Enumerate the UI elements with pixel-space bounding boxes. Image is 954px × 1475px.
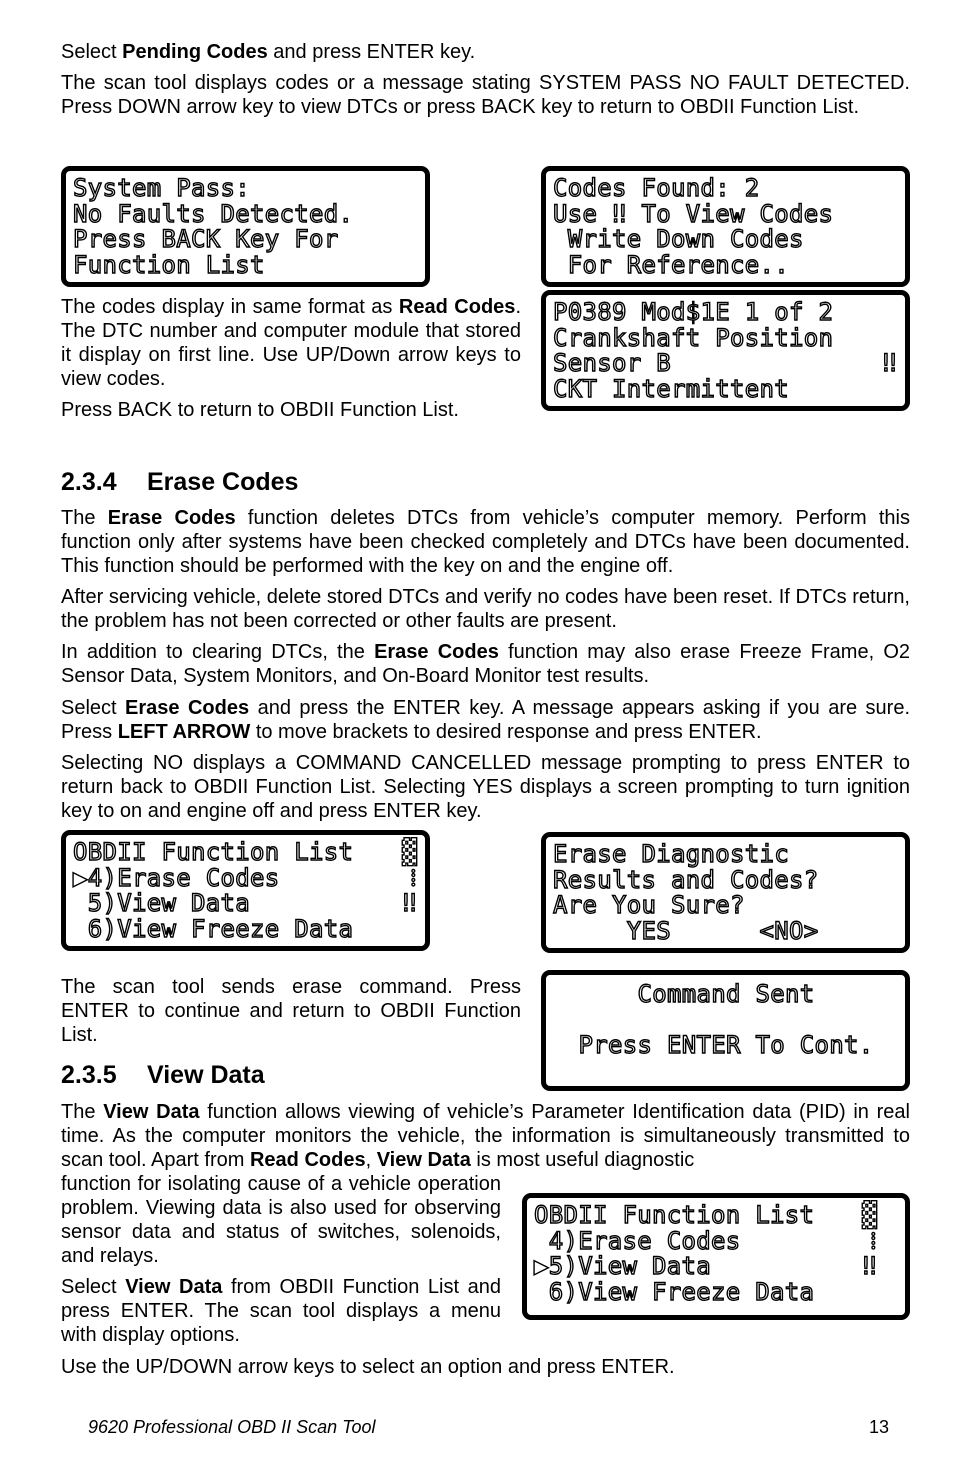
scroll-bar-bottom-icon: ‼ [862,1252,877,1280]
erase-paragraph-3 [61,640,910,688]
text: Select [61,41,123,63]
lcd-line: Erase Diagnostic [553,840,789,868]
lcd-text: Sensor B [553,349,671,377]
text: Select [61,697,126,719]
text: function allows viewing of vehicle’s Parameter Identification data (PID) in real time. As the computer monitors the vehicle, the information is simultaneously transmitted to scan tool. Apart from [61,1101,910,1171]
lcd-dtc-screen [541,290,910,411]
scroll-bar-mid-icon: ⁞ [870,1226,877,1255]
lcd-line: For Reference.. [553,250,789,279]
lcd-line: Command Sent [637,980,815,1008]
bold-text: Read Codes [398,296,516,318]
intro-paragraph-1 [61,40,910,64]
scroll-bar-top-icon: ▓ [402,838,417,866]
section-heading-view-data [61,1061,265,1090]
lcd-line [73,863,419,892]
bold-text: Erase Codes [125,697,250,719]
view-paragraph-1-cont: function for isolating cause of a vehicle operation problem. Viewing data is also used for observing sensor data and status of switches, solenoids, and relays. [61,1173,501,1267]
lcd-line: 6)View Freeze Data [534,1277,815,1306]
lcd-line [553,1008,899,1034]
view-paragraph-3: Use the UP/DOWN arrow keys to select an option and press ENTER. [61,1356,675,1378]
lcd-line [534,1203,899,1229]
text: The [61,1101,104,1123]
lcd-line: Crankshaft Position [553,323,834,352]
text: The codes display in same format as [61,296,399,318]
section-number: 2.3.4 [61,468,117,496]
scroll-bar-bottom-icon: ‼ [402,889,417,917]
view-paragraph-1 [61,1100,910,1172]
lcd-line: System Pass: [73,174,250,202]
lcd-line: Press BACK Key For [73,225,339,253]
erase-paragraph-2: After servicing vehicle, delete stored DTCs and verify no codes have been reset. If DTCs return, the problem has not been corrected or other faults are present. [61,586,910,632]
lcd-line [73,840,419,866]
lcd-line: No Faults Detected. [73,199,354,228]
text: from OBDII Function List and press ENTER. The scan tool displays a menu with display options. [61,1276,501,1346]
text: and press the ENTER key. A message appears asking if you are sure. Press [61,697,911,743]
lcd-erase-confirm-screen [541,832,910,953]
text: Select [61,1276,126,1298]
erase-paragraph-1 [61,506,910,578]
lcd-text: 4)Erase Codes [534,1226,741,1255]
scroll-bar-top-icon: ▓ [862,1201,877,1229]
bold-text: Pending Codes [122,41,268,63]
lcd-line: YES <NO> [553,916,819,945]
page-number: 13 [869,1417,890,1437]
bold-text: View Data [103,1101,200,1123]
text: and press ENTER key. [267,41,476,63]
section-heading-erase-codes [61,468,298,497]
lcd-line: Function List [73,250,265,279]
bold-text: Erase Codes [374,641,499,663]
scroll-bar-mid-icon: ⁞ [410,863,417,892]
lcd-line: Press ENTER To Cont. [578,1031,874,1059]
lcd-system-pass-screen [61,166,430,287]
lcd-text: ▶5)View Data [534,1252,711,1280]
lcd-line: P0389 Mod$1E 1 of 2 [553,298,834,326]
bold-text: View Data [125,1276,223,1298]
erase-paragraph-6: The scan tool sends erase command. Press ENTER to continue and return to OBDII Function List. [61,976,521,1046]
erase-paragraph-4 [61,696,910,744]
section-title: Erase Codes [147,468,299,496]
lcd-text: OBDII Function List [73,838,354,866]
erase-paragraph-5: Selecting NO displays a COMMAND CANCELLED message prompting to press ENTER to return back to OBDII Function List. Selecting YES displays a screen prompting to turn ignition key to on and engine off and press ENTER key. [61,752,910,822]
intro-paragraph-2: The scan tool displays codes or a message stating SYSTEM PASS NO FAULT DETECTED. Press DOWN arrow key to view DTCs or press BACK key to return to OBDII Function List. [61,72,910,118]
lcd-line: CKT Intermittent [553,374,789,403]
lcd-text: OBDII Function List [534,1201,815,1229]
lcd-line: Are You Sure? [553,891,745,919]
lcd-line: Codes Found: 2 [553,174,760,202]
bold-text: Erase Codes [107,507,236,529]
lcd-line [534,1226,899,1255]
lcd-line: Use ‼ To View Codes [553,199,834,228]
bold-text: Read Codes [249,1149,366,1171]
text: function deletes DTCs from vehicle’s computer memory. Perform this function only after systems have been checked completely and DTCs have been documented. This function should be performed with the key on and the engine off. [61,507,911,577]
lcd-line: 6)View Freeze Data [73,914,354,943]
bold-text: View Data [376,1149,471,1171]
intro-paragraph-3 [61,295,521,391]
scroll-indicator-icon: ‼ [882,349,897,377]
lcd-line [73,891,419,917]
footer-title: 9620 Professional OBD II Scan Tool [88,1417,376,1437]
lcd-text: ▶4)Erase Codes [73,863,280,892]
lcd-command-sent-screen [541,970,910,1091]
intro-paragraph-4: Press BACK to return to OBDII Function List. [61,399,459,421]
lcd-line: Results and Codes? [553,865,819,894]
section-title: View Data [147,1061,265,1089]
text: , [365,1149,377,1171]
text: function may also erase Freeze Frame, O2 Sensor Data, System Monitors, and On-Board Monitor test results. [61,641,911,687]
lcd-function-list-view-screen [522,1193,910,1320]
lcd-line [553,351,899,377]
lcd-codes-found-screen [541,166,910,287]
lcd-line [534,1254,899,1280]
section-number: 2.3.5 [61,1061,117,1089]
lcd-text: 5)View Data [73,889,250,917]
lcd-function-list-erase-screen [61,830,430,951]
bold-text: LEFT ARROW [117,721,251,743]
text: is most useful diagnostic [470,1149,695,1171]
text: . The DTC number and computer module that stored it display on first line. Use UP/Down arrow keys to view codes. [61,296,521,390]
lcd-line: Write Down Codes [553,225,804,253]
text: In addition to clearing DTCs, the [61,641,375,663]
text: to move brackets to desired response and press ENTER. [250,721,762,743]
view-paragraph-2 [61,1275,501,1347]
text: The [61,507,108,529]
